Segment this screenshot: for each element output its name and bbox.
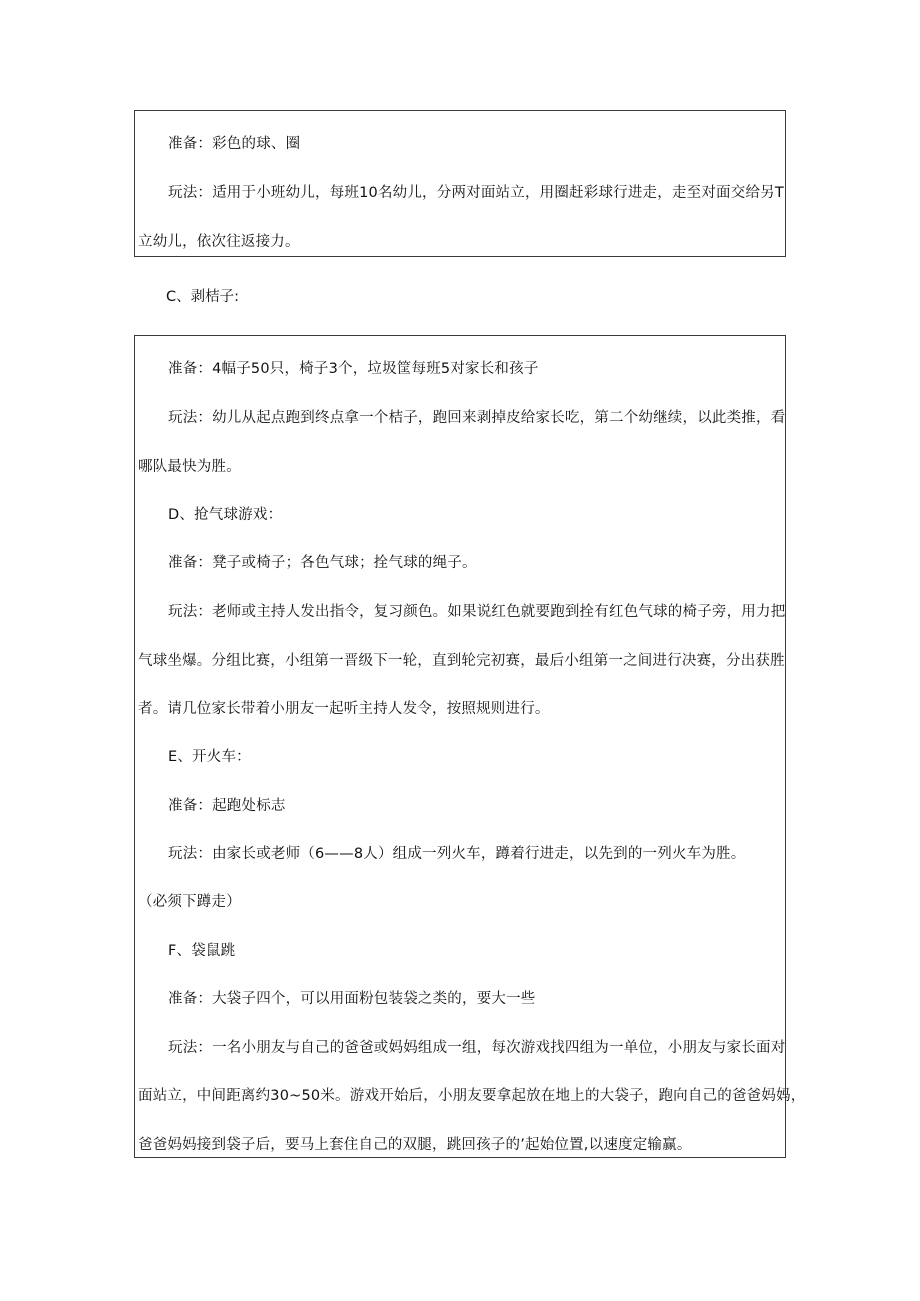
play-text-line: 哪队最快为胜。 [138,459,241,475]
games-c-to-f-box [134,335,806,1158]
prep-text: 准备：起跑处标志 [168,798,286,814]
play-text-line: 气球坐爆。分组比赛，小组第一晋级下一轮，直到轮完初赛，最后小组第一之间进行决赛，分出获胜 [138,653,785,669]
prep-text: 准备：大袋子四个，可以用面粉包装袋之类的，要大一些 [168,991,536,1007]
play-text-line: 爸爸妈妈接到袋子后，要马上套住自己的双腿，跳回孩子的’起始位置,以速度定输赢。 [138,1137,692,1153]
play-text-line: 者。请几位家长带着小朋友一起听主持人发令，按照规则进行。 [138,701,550,717]
play-text-line: （必须下蹲走） [138,894,241,910]
play-text-line: 立幼儿，依次往返接力。 [138,234,300,250]
prep-text: 准备：4幅子50只，椅子3个，垃圾筐每班5对家长和孩子 [168,361,539,377]
play-text-line: 玩法：一名小朋友与自己的爸爸或妈妈组成一组，每次游戏找四组为一单位，小朋友与家长面对 [168,1040,786,1056]
play-text-line: 面站立，中间距离约30~50米。游戏开始后，小朋友要拿起放在地上的大袋子，跑向自己的爸爸妈妈， [138,1088,806,1104]
play-text-line: 玩法：由家长或老师（6——8人）组成一列火车，蹲着行进走，以先到的一列火车为胜。 [168,846,746,862]
section-heading-d: D、抢气球游戏： [168,507,283,523]
play-text-line: 玩法：老师或主持人发出指令，复习颜色。如果说红色就要跑到拴有红色气球的椅子旁，用力把 [168,604,786,620]
play-text-line: 玩法：适用于小班幼儿，每班10名幼儿，分两对面站立，用圈赶彩球行进走，走至对面交给另T [168,185,784,201]
section-heading-e: E、开火车： [168,749,251,765]
play-text-line: 玩法：幼儿从起点跑到终点拿一个桔子，跑回来剥掉皮给家长吃，第二个幼继续，以此类推，看 [168,410,786,426]
section-heading-f: F、袋鼠跳 [168,943,236,959]
section-heading-c: C、剥桔子: [166,289,240,305]
prep-text: 准备：凳子或椅子；各色气球；拴气球的绳子。 [168,555,477,571]
prep-text: 准备：彩色的球、圈 [168,136,301,152]
game-b-box [134,110,786,257]
